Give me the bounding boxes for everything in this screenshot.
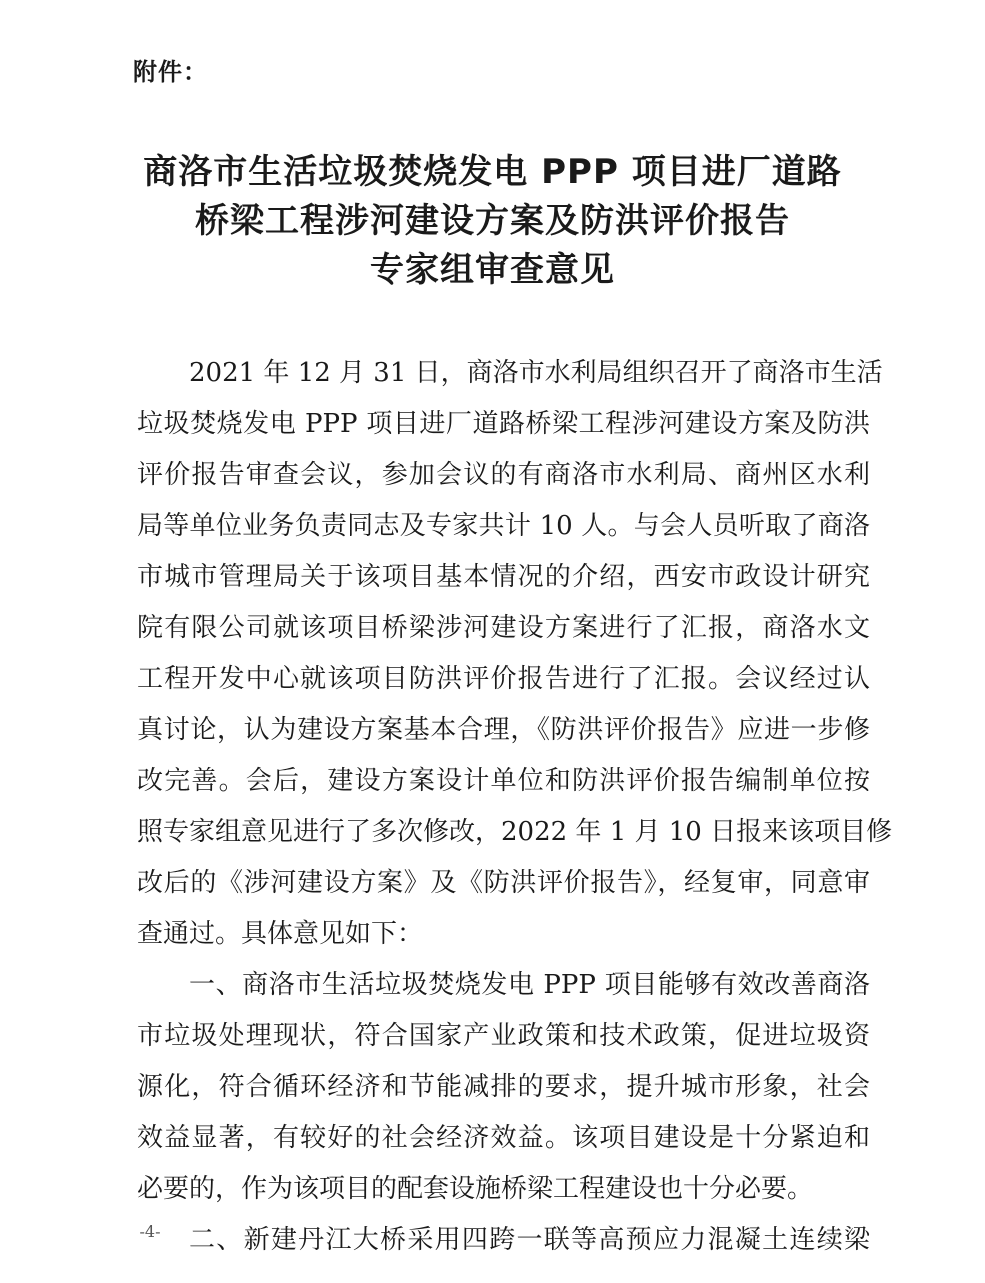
- body-line: 真讨论，认为建设方案基本合理，《防洪评价报告》应进一步修: [137, 715, 870, 745]
- body-line: 一、商洛市生活垃圾焚烧发电 PPP 项目能够有效改善商洛: [189, 970, 870, 1000]
- body-line: 市垃圾处理现状，符合国家产业政策和技术政策，促进垃圾资: [137, 1021, 870, 1051]
- attachment-label: 附件：: [133, 58, 208, 86]
- body-line: 垃圾焚烧发电 PPP 项目进厂道路桥梁工程涉河建设方案及防洪: [137, 409, 870, 439]
- body-line: 局等单位业务负责同志及专家共计 10 人。与会人员听取了商洛: [137, 511, 870, 541]
- body-line: 院有限公司就该项目桥梁涉河建设方案进行了汇报，商洛水文: [137, 613, 870, 643]
- title-line-3: 专家组审查意见: [370, 250, 615, 290]
- title-line-2: 桥梁工程涉河建设方案及防洪评价报告: [195, 201, 790, 241]
- body-line: 查通过。具体意见如下：: [137, 919, 424, 949]
- body-line: 工程开发中心就该项目防洪评价报告进行了汇报。会议经过认: [137, 664, 870, 694]
- body-line: 评价报告审查会议，参加会议的有商洛市水利局、商州区水利: [137, 460, 870, 490]
- body-line: 改完善。会后，建设方案设计单位和防洪评价报告编制单位按: [137, 766, 870, 796]
- body-line: 必要的，作为该项目的配套设施桥梁工程建设也十分必要。: [137, 1174, 814, 1204]
- body-line: 市城市管理局关于该项目基本情况的介绍，西安市政设计研究: [137, 562, 870, 592]
- body-line: 二、新建丹江大桥采用四跨一联等高预应力混凝土连续梁: [189, 1225, 870, 1255]
- title-line-1: 商洛市生活垃圾焚烧发电 PPP 项目进厂道路: [143, 152, 842, 192]
- body-line: 2021 年 12 月 31 日，商洛市水利局组织召开了商洛市生活: [189, 358, 883, 388]
- body-line: 照专家组意见进行了多次修改，2022 年 1 月 10 日报来该项目修: [137, 817, 893, 847]
- body-line: 源化，符合循环经济和节能减排的要求，提升城市形象，社会: [137, 1072, 870, 1102]
- body-line: 效益显著，有较好的社会经济效益。该项目建设是十分紧迫和: [137, 1123, 870, 1153]
- page-number: -4-: [139, 1222, 161, 1241]
- body-line: 改后的《涉河建设方案》及《防洪评价报告》，经复审，同意审: [137, 868, 870, 898]
